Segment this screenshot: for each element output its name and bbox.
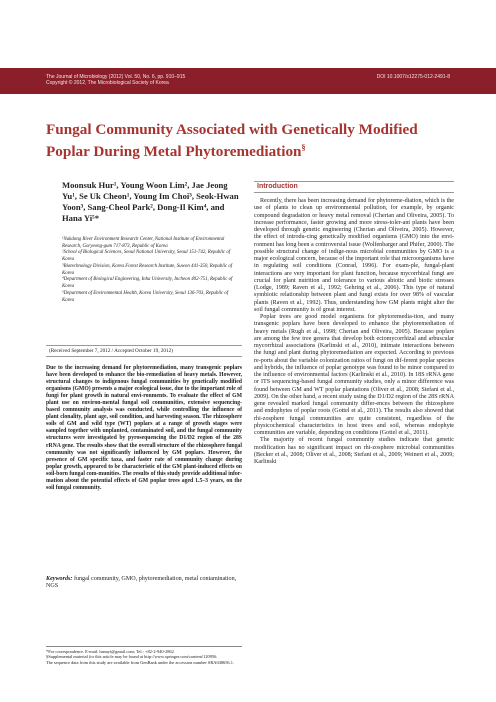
abstract: Due to the increasing demand for phytoremediation, many transgenic poplars have been developed to enhance the bio-remediation of heavy metals. However, structural changes to indigenous fungal communities by genetically modified organisms (GMO) presents a major ecological issue, due to the important role of fungi for plant growth in natural envi-ronments. To evaluate the effect of GM plant use on environ-mental fungal soil communities, extensive sequencing-based community analysis was conducted, while controlling the influence of plant clonality, plant age, soil condition, and harvesting season. The rhizosphere soils of GM and wild type (WT) poplars at a range of growth stages were sampled together with unplanted, contaminated soil, and the fungal community structures were investigated by pyrosequencing the D1/D2 region of the 28S rRNA gene. The results show that the overall structure of the rhizosphere fungal community was not significantly influenced by GM poplars. However, the presence of GM specific taxa, and faster rate of community change during poplar growth, appeared to be characteristic of the GM plant-induced effects on soil-born fungal com-munities. The results of this study provide additional infor-mation about the potential effects of GM poplar trees aged 1.5–3 years, on the soil fungal community. — [46, 365, 242, 491]
journal-banner — [0, 68, 496, 94]
footnote-correspondence: *For correspondence. E-mail: hanayi@gmail.com; Tel.: +82-2-940-2862 — [46, 649, 174, 654]
section-heading-introduction: Introduction — [254, 181, 454, 193]
intro-paragraph: Poplar trees are good model organisms for phytoremedia-tion, and many transgenic poplars have been developed to enhance the phytoremediation of heavy metals (Rugh et al., 1998; Cherian and Oliveira, 2005). Because poplars are among the few tree genera that develop both ectomycorrhizal and arbuscular mycorrhizal associations (Karlinski et al., 2010), intimate interactions between the fungi and plant during phytoremediation are expected. According to previous re-ports about the variable colonization ratios of fungi on dif-ferent poplar species and hybrids, the influence of poplar genotype was found to be minor compared to the influence of environmental factors (Karlinski et al., 2010). In 18S rRNA gene or ITS sequencing-based fungal community studies, only a minor difference was found between GM and WT poplar plantations (Oliver et al., 2008; Stefani et al., 2009). On the other hand, a recent study using the D1/D2 region of the 28S rRNA gene revealed marked fungal community differ-ences between the rhizosphere and endophytes of poplar roots (Gottel et al., 2011). The results also showed that rhi-zosphere fungal communities are quite consistent, regardless of the physicochemical characteristics in host trees and soil, whereas endophyte communities are variable, depending on conditions (Gottel et al., 2011). — [254, 314, 454, 436]
keywords-list: fungal community, GMO, phytoremediation, metal contamination, NGS — [46, 576, 237, 590]
author-list: Moonsuk Hur¹, Young Woon Lim², Jae Jeong Yu¹, Se Uk Cheon¹, Young Im Choi³, Seok-Hwan Yoon³, Sang-Cheol Park², Dong-Il Kim⁴, and Hana Yi⁵* — [62, 180, 239, 223]
doi: DOI 10.1007/s12275-012-2491-8 — [376, 74, 450, 80]
journal-citation: The Journal of Microbiology (2012) Vol. 50, No. 6, pp. 910–915 — [46, 74, 186, 80]
received-dates: (Received September 7, 2012 / Accepted October 19, 2012) — [46, 345, 242, 357]
footnote-supplement: §Supplemental material for this article may be found at http://www.springer.com/content/120956. — [46, 654, 218, 660]
copyright-line: Copyright © 2012, The Microbiological Society of Korea — [46, 80, 169, 87]
article-title-text: Fungal Community Associated with Genetically Modified Poplar During Metal Phytoremediation — [46, 121, 418, 161]
journal-info — [46, 74, 185, 87]
affiliation: ³Biotechnology Division, Korea Forest Research Institute, Suwon 441-350, Republic of Korea — [62, 263, 233, 276]
introduction-body — [254, 198, 454, 466]
footnote-accession: The sequence data from this study are available from GenBank under the accession number SRA048656.1. — [46, 659, 235, 665]
keywords — [46, 576, 242, 591]
affiliation: ²School of Biological Sciences, Seoul National University, Seoul 151-742, Republic of Korea — [62, 250, 231, 263]
affiliation: ⁵Department of Environmental Health, Korea University, Seoul 136-703, Republic of Korea — [62, 290, 229, 303]
article-title — [46, 121, 456, 161]
affiliations — [62, 237, 240, 304]
footnotes — [46, 646, 242, 665]
intro-paragraph: Recently, there has been increasing demand for phytoreme-diation, which is the use of plants to clean up environmental pollution, for example, by organic compound degradation or heavy metal removal (Cherian and Oliveira, 2005). To increase performance, faster growing and more stress-toler-ant plants have been developed through genetic engineering (Cherian and Oliveira, 2005). However, the effect of introdu-cing genetically modified organisms (GMO) into the envi-ronment has long been a controversial issue (Wolfenbarger and Phifer, 2000). The possible structural change of indige-nous microbial communities by GMO is a major ecological concern, because of the important role that microorganisms have in regulating soil conditions (Conrad, 1996). For exam-ple, fungal-plant interactions are very important for plant function, because mycorrhizal fungi are crucial for plant nutrition and tolerance to various abiotic and biotic stresses (Lodge, 1989; Raven et al., 1992; Gehring et al., 2006). This type of natural symbiotic relationship between plant and fungi exists for over 98% of vascular plants (Raven et al., 1992). Thus, understanding how GM plants might alter the soil fungal community is of great interest. — [254, 198, 454, 313]
affiliation: ¹Nakdong River Environment Research Center, National Institute of Environmental Research, Goryeong-gum 717-873, Republic of Korea — [62, 237, 225, 249]
keywords-label: Keywords: — [46, 576, 73, 582]
supplement-mark: § — [301, 143, 306, 152]
affiliation: ⁴Department of Biological Engineering, Inha University, Incheon 402-751, Republic of Korea — [62, 277, 233, 290]
intro-paragraph: The majority of recent fungal community studies indicate that genetic modification has no significant impact on rhi-zosphere microbial communities (Becker et al., 2008; Oliver et al., 2008; Stefani et al., 2009; Weinert et al., 2009; Karlinski — [254, 437, 454, 465]
